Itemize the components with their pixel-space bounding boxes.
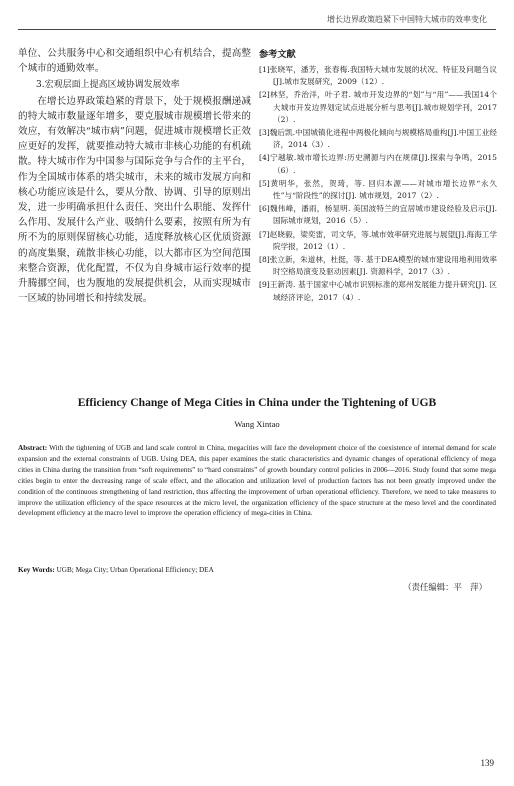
keywords-text: UGB; Mega City; Urban Operational Efficiency; DEA: [56, 566, 214, 574]
reference-item: [8]张立新，朱道林，杜挺，等. 基于DEA模型的城市建设用地利用效率时空格局演变及驱动因素[J]. 资源科学，2017（3）.: [259, 255, 497, 277]
page-number: 139: [480, 758, 494, 768]
references-list: [259, 64, 497, 304]
reference-item: [3]魏后凯.中国城镇化进程中两极化倾向与规模格局重构[J].中国工业经济，2014（3）.: [259, 128, 497, 150]
english-title: Efficiency Change of Mega Cities in China under the Tightening of UGB: [77, 396, 437, 409]
reference-item: [1]张晓军，潘芳，张春梅.我国特大城市发展的状况、特征及问题刍议[J].城市发展研究，2009（12）.: [259, 65, 497, 87]
english-author: Wang Xintao: [234, 419, 280, 429]
reference-item: [5]黄明华，张然，贺琦，等. 回归本源——对城市增长边界“永久性”与“阶段性”的探讨[J]. 城市规划，2017（2）.: [259, 178, 497, 201]
section-subheading: 3.宏观层面上提高区域协调发展效率: [36, 80, 180, 91]
abstract-text: With the tightening of UGB and land scale control in China, megacities will face the development choice of the coexistence of internal demand for scale expansion and the external constraints of UGB. Using DEA, this paper examines the static characteristics and dynamic changes of operational efficiency of mega cities in China during the transition from “soft requirements” to “hard constraints” of growth boundary control policies in 2006—2016. Study found that some mega cities begin to enter the decreasing range of scale effect, and the allocation and utilization level of production factors has not been greatly improved under the condition of the continuous strengthening of land restriction, thus affecting the improvement of urban operational efficiency. Therefore, we need to take measures to improve the utilization efficiency of the space resources at the micro level, the organization efficiency of the space structure at the meso level and the coordinated development efficiency at the macro level to improve the operation efficiency of mega-cities in China.: [18, 444, 496, 518]
references-title: 参考文献: [259, 49, 296, 60]
paragraph-continued: 单位、公共服务中心和交通组织中心有机结合，提高整个城市的通勤效率。: [18, 48, 251, 75]
reference-item: [2]林坚，乔治洋，叶子君. 城市开发边界的“划”与“用”——我国14个大城市开发边界划定试点进展分析与思考[J].城市规划学刊，2017（2）.: [259, 90, 497, 124]
reference-item: [4]宁越敏.城市增长边界:历史溯源与内在规律[J].探索与争鸣，2015（6）.: [259, 153, 497, 175]
keywords-label: Key Words:: [18, 566, 55, 574]
editor-note: （责任编辑：平 萍）: [403, 582, 487, 592]
abstract-label: Abstract:: [18, 444, 48, 452]
running-title: 增长边界政策趋紧下中国特大城市的效率变化: [327, 15, 487, 24]
reference-item: [9]王新涛. 基于国家中心城市识别标准的郑州发展能力提升研究[J]. 区域经济评论，2017（4）.: [259, 280, 497, 302]
header-rule: [18, 29, 496, 30]
english-keywords: [18, 565, 496, 576]
reference-item: [6]魏伟峰，潘雨，杨显明. 美国波特兰的宜居城市建设经验及启示[J]. 国际城市规划，2016（5）.: [259, 204, 497, 226]
references-column: [259, 46, 497, 305]
reference-item: [7]赵晓毅，梁奕雷，司文华，等.城市效率研究进展与展望[J].海海工学院学报，2012（1）.: [259, 229, 497, 251]
english-abstract: [18, 443, 496, 519]
body-left-column: [18, 46, 251, 306]
paragraph-main: 在增长边界政策趋紧的背景下，处于规模报酬递减的特大城市数量逐年增多，要克服城市规模增长带来的效应，有效解决“城市病”问题，促进城市规模增长正效应更好的发挥，就要推动特大城市非核心功能的有机疏散。特大城市作为中国参与国际竞争与合作的主平台，作为全国城市体系的塔尖城市，未来的城市发展方向和核心功能应该是什么，要从分散、协调、引导的原则出发，进一步明确承担什么责任、突出什么职能、发挥什么作用、发展什么产业、吸纳什么要素，按照有所为有所不为的原则保留核心功能，适度释放核心区优质资源的高度集聚，疏散非核心功能，以大都市区为空间范围来整合资源，优化配置，不仅为自身城市运行效率的提升腾挪空间，也为腹地的发展提供机会，从而实现城市一区域的协同增长和持续发展。: [18, 95, 251, 305]
